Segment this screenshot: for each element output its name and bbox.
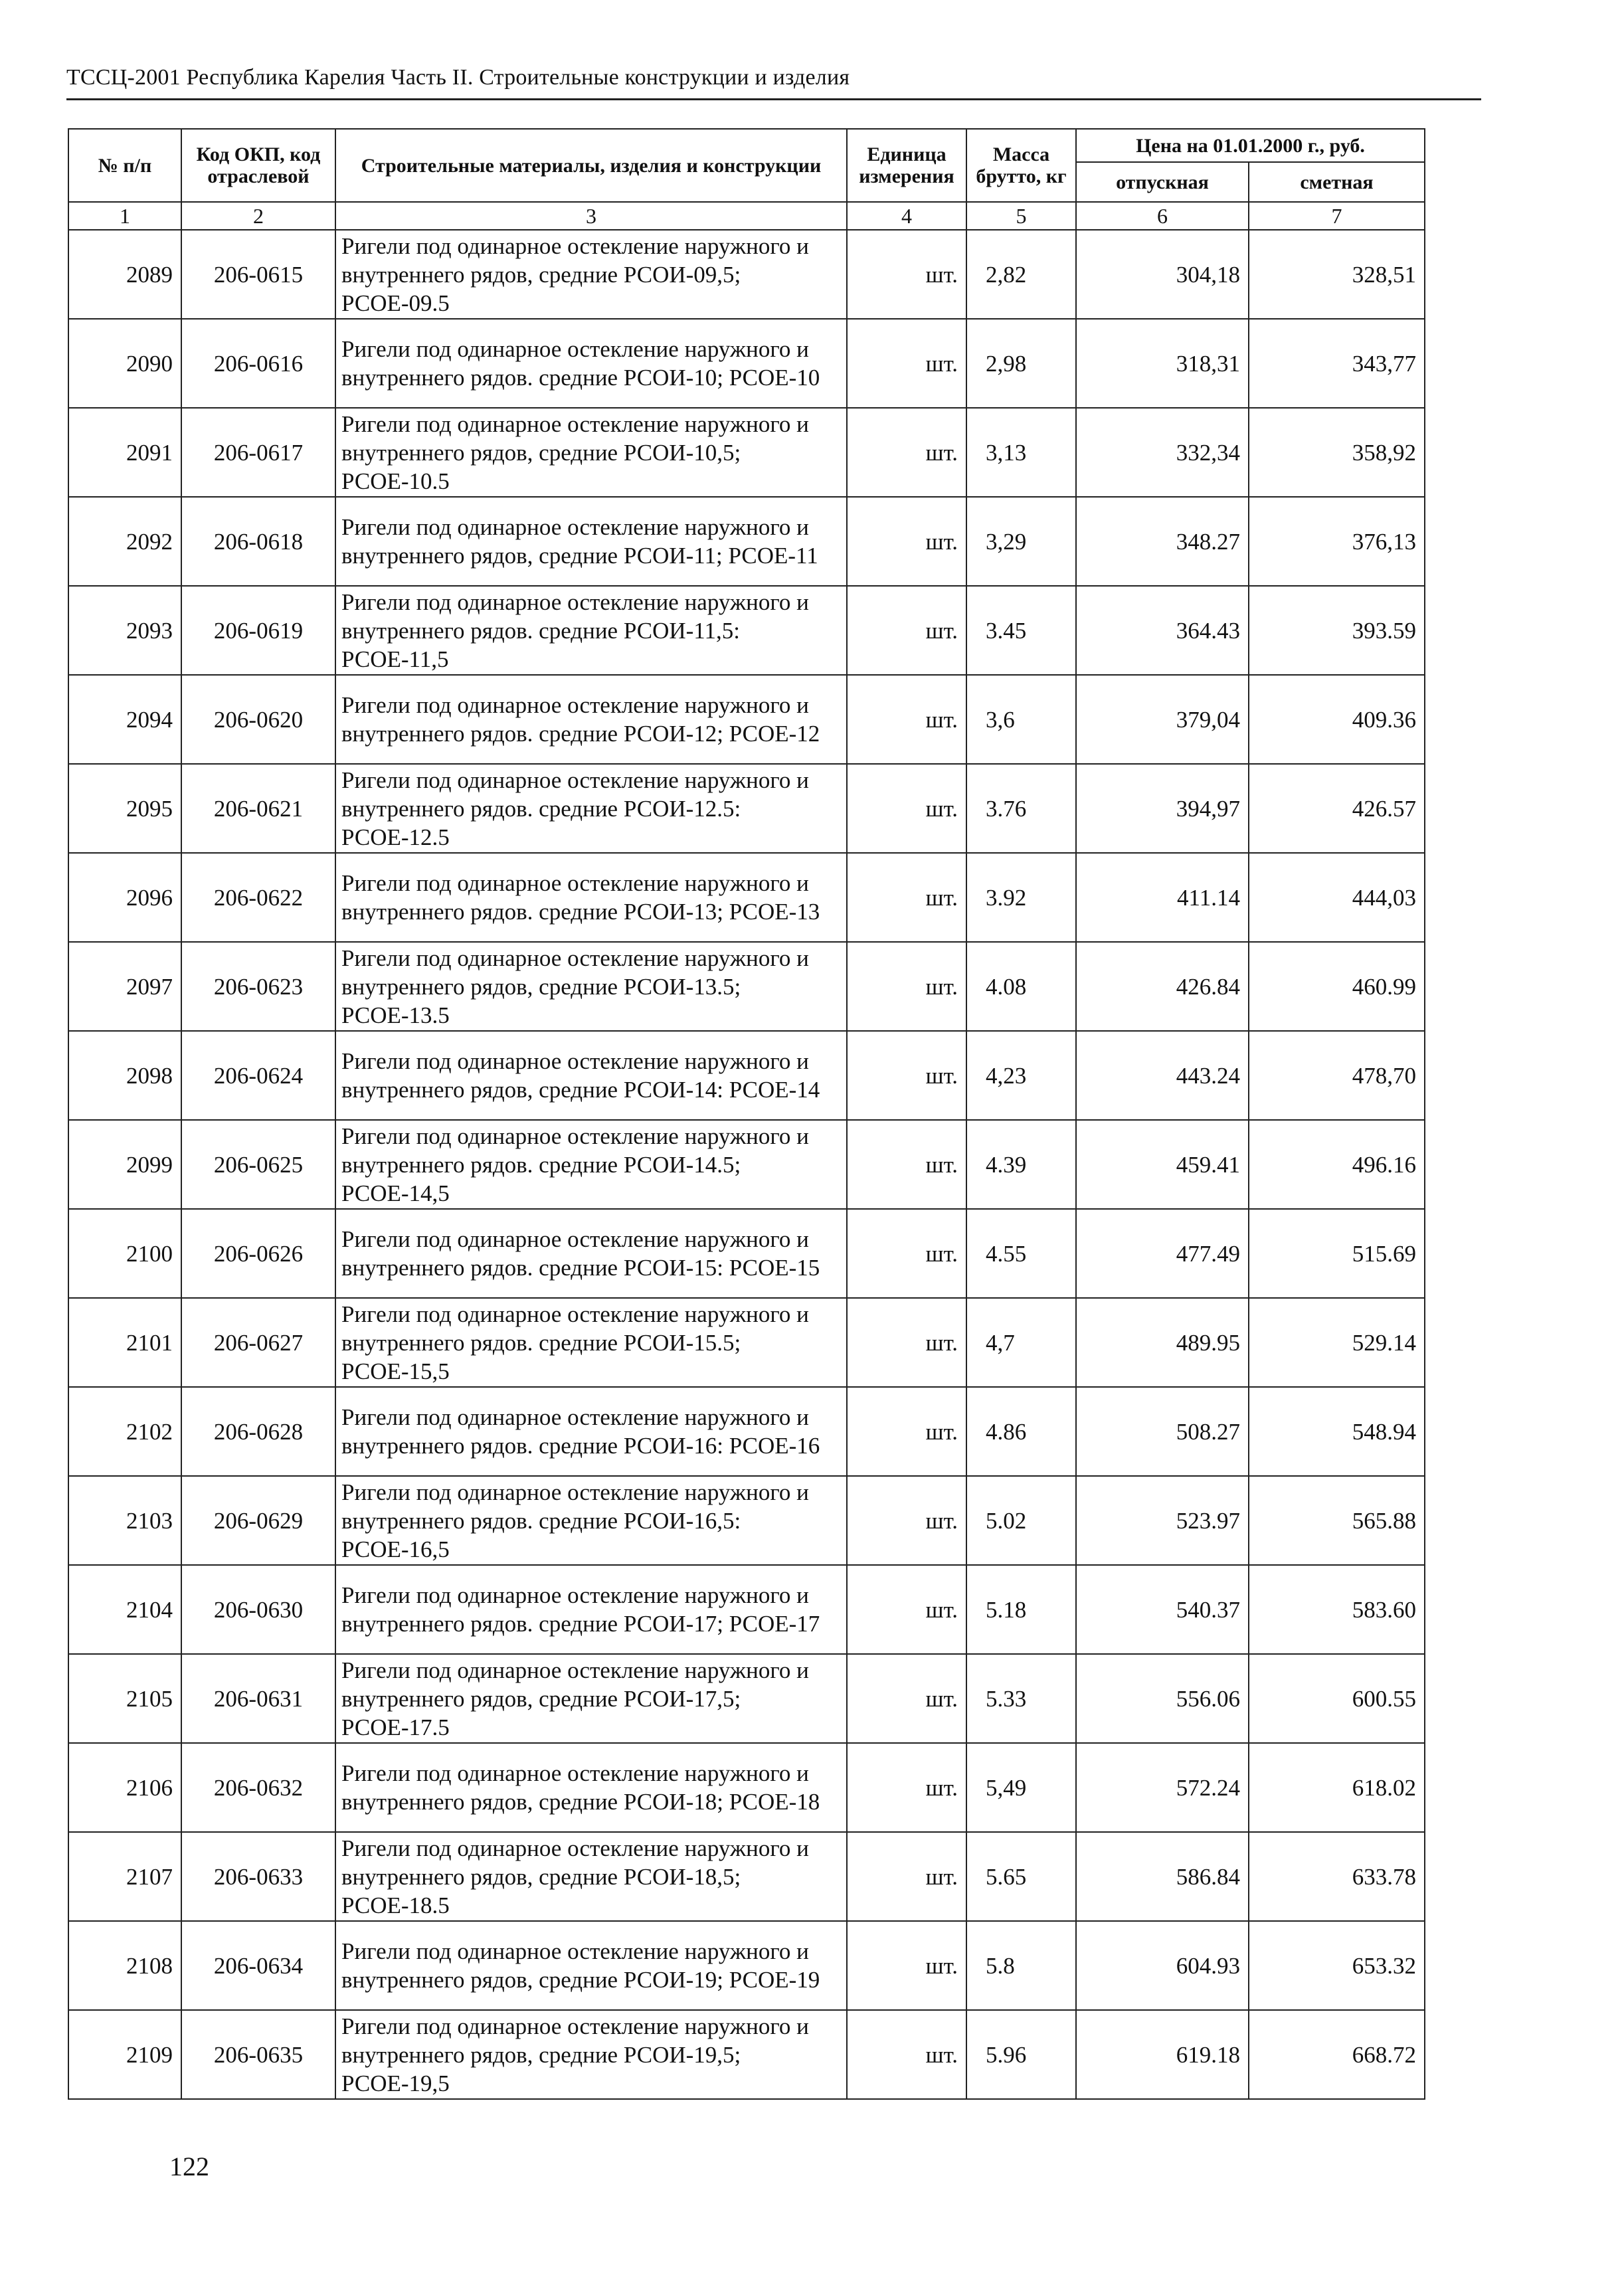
unit: шт. [847, 764, 966, 853]
estimate-price: 358,92 [1249, 408, 1425, 497]
row-number: 2100 [68, 1209, 181, 1298]
table-row [68, 1654, 1425, 1743]
okp-code: 206-0616 [181, 319, 335, 408]
estimate-price: 478,70 [1249, 1031, 1425, 1120]
table-row [68, 1476, 1425, 1565]
item-name: Ригели под одинарное остекление наружного и внутреннего рядов. средние РСОИ-16,5: РСОЕ-16,5 [335, 1476, 847, 1565]
item-name: Ригели под одинарное остекление наружного и внутреннего рядов, средние РСОИ-18; РСОЕ-18 [335, 1743, 847, 1832]
running-head: ТССЦ-2001 Республика Карелия Часть II. Строительные конструкции и изделия [66, 65, 850, 90]
estimate-price: 460.99 [1249, 942, 1425, 1031]
price-table [68, 128, 1425, 2100]
table-row [68, 764, 1425, 853]
row-number: 2102 [68, 1387, 181, 1476]
release-price: 540.37 [1076, 1565, 1249, 1654]
estimate-price: 548.94 [1249, 1387, 1425, 1476]
okp-code: 206-0632 [181, 1743, 335, 1832]
unit: шт. [847, 1476, 966, 1565]
release-price: 426.84 [1076, 942, 1249, 1031]
unit: шт. [847, 1298, 966, 1387]
header-release-price: отпускная [1076, 162, 1249, 202]
release-price: 489.95 [1076, 1298, 1249, 1387]
row-number: 2090 [68, 319, 181, 408]
header-num: № п/п [68, 129, 181, 202]
column-number: 5 [966, 202, 1076, 230]
unit: шт. [847, 853, 966, 942]
estimate-price: 515.69 [1249, 1209, 1425, 1298]
item-name: Ригели под одинарное остекление наружного и внутреннего рядов, средние РСОИ-18,5; РСОЕ-18.5 [335, 1832, 847, 1921]
unit: шт. [847, 1832, 966, 1921]
release-price: 394,97 [1076, 764, 1249, 853]
item-name: Ригели под одинарное остекление наружного и внутреннего рядов, средние РСОИ-19; РСОЕ-19 [335, 1921, 847, 2010]
table-row [68, 1743, 1425, 1832]
item-name: Ригели под одинарное остекление наружного и внутреннего рядов. средние РСОИ-12.5: РСОЕ-12.5 [335, 764, 847, 853]
item-name: Ригели под одинарное остекление наружного и внутреннего рядов, средние РСОИ-11; РСОЕ-11 [335, 497, 847, 586]
table-row [68, 497, 1425, 586]
okp-code: 206-0628 [181, 1387, 335, 1476]
release-price: 619.18 [1076, 2010, 1249, 2099]
gross-mass: 3.76 [966, 764, 1076, 853]
table-row [68, 1120, 1425, 1209]
item-name: Ригели под одинарное остекление наружного и внутреннего рядов. средние РСОИ-15.5; РСОЕ-15,5 [335, 1298, 847, 1387]
estimate-price: 583.60 [1249, 1565, 1425, 1654]
item-name: Ригели под одинарное остекление наружного и внутреннего рядов, средние РСОИ-13.5; РСОЕ-13.5 [335, 942, 847, 1031]
table-row [68, 853, 1425, 942]
column-number: 4 [847, 202, 966, 230]
row-number: 2095 [68, 764, 181, 853]
row-number: 2103 [68, 1476, 181, 1565]
header-mass: Масса брутто, кг [966, 129, 1076, 202]
unit: шт. [847, 408, 966, 497]
gross-mass: 3,13 [966, 408, 1076, 497]
table-row [68, 1031, 1425, 1120]
header-unit: Единица измерения [847, 129, 966, 202]
row-number: 2092 [68, 497, 181, 586]
row-number: 2094 [68, 675, 181, 764]
table-row [68, 675, 1425, 764]
column-number: 3 [335, 202, 847, 230]
row-number: 2106 [68, 1743, 181, 1832]
release-price: 304,18 [1076, 230, 1249, 319]
unit: шт. [847, 586, 966, 675]
okp-code: 206-0626 [181, 1209, 335, 1298]
okp-code: 206-0624 [181, 1031, 335, 1120]
header-estimate-price: сметная [1249, 162, 1425, 202]
gross-mass: 4,7 [966, 1298, 1076, 1387]
row-number: 2089 [68, 230, 181, 319]
unit: шт. [847, 1565, 966, 1654]
row-number: 2096 [68, 853, 181, 942]
item-name: Ригели под одинарное остекление наружного и внутреннего рядов, средние РСОИ-17,5; РСОЕ-17.5 [335, 1654, 847, 1743]
gross-mass: 5.65 [966, 1832, 1076, 1921]
item-name: Ригели под одинарное остекление наружного и внутреннего рядов. средние РСОИ-13; РСОЕ-13 [335, 853, 847, 942]
release-price: 443.24 [1076, 1031, 1249, 1120]
item-name: Ригели под одинарное остекление наружного и внутреннего рядов. средние РСОИ-16: РСОЕ-16 [335, 1387, 847, 1476]
gross-mass: 3,6 [966, 675, 1076, 764]
column-number: 7 [1249, 202, 1425, 230]
estimate-price: 496.16 [1249, 1120, 1425, 1209]
unit: шт. [847, 1209, 966, 1298]
estimate-price: 668.72 [1249, 2010, 1425, 2099]
release-price: 604.93 [1076, 1921, 1249, 2010]
release-price: 556.06 [1076, 1654, 1249, 1743]
release-price: 459.41 [1076, 1120, 1249, 1209]
gross-mass: 5,49 [966, 1743, 1076, 1832]
unit: шт. [847, 319, 966, 408]
column-number: 2 [181, 202, 335, 230]
table-row [68, 1832, 1425, 1921]
table-row [68, 230, 1425, 319]
unit: шт. [847, 1387, 966, 1476]
okp-code: 206-0620 [181, 675, 335, 764]
table-row [68, 408, 1425, 497]
page-number: 122 [169, 2152, 209, 2181]
item-name: Ригели под одинарное остекление наружного и внутреннего рядов. средние РСОИ-11,5: РСОЕ-11,5 [335, 586, 847, 675]
unit: шт. [847, 230, 966, 319]
unit: шт. [847, 497, 966, 586]
estimate-price: 653.32 [1249, 1921, 1425, 2010]
table-row [68, 1209, 1425, 1298]
release-price: 411.14 [1076, 853, 1249, 942]
table-row [68, 1565, 1425, 1654]
unit: шт. [847, 1921, 966, 2010]
release-price: 318,31 [1076, 319, 1249, 408]
header-code: Код ОКП, код отраслевой [181, 129, 335, 202]
okp-code: 206-0631 [181, 1654, 335, 1743]
row-number: 2097 [68, 942, 181, 1031]
table-row [68, 942, 1425, 1031]
gross-mass: 3.92 [966, 853, 1076, 942]
gross-mass: 5.02 [966, 1476, 1076, 1565]
release-price: 572.24 [1076, 1743, 1249, 1832]
gross-mass: 4.39 [966, 1120, 1076, 1209]
gross-mass: 4,23 [966, 1031, 1076, 1120]
okp-code: 206-0635 [181, 2010, 335, 2099]
table-row [68, 319, 1425, 408]
header-name: Строительные материалы, изделия и конструкции [335, 129, 847, 202]
item-name: Ригели под одинарное остекление наружного и внутреннего рядов, средние РСОИ-19,5; РСОЕ-19,5 [335, 2010, 847, 2099]
unit: шт. [847, 2010, 966, 2099]
column-number-row [68, 202, 1425, 230]
table-header [68, 129, 1425, 230]
estimate-price: 618.02 [1249, 1743, 1425, 1832]
header-price: Цена на 01.01.2000 г., руб. [1076, 129, 1425, 162]
okp-code: 206-0627 [181, 1298, 335, 1387]
item-name: Ригели под одинарное остекление наружного и внутреннего рядов, средние РСОИ-14: РСОЕ-14 [335, 1031, 847, 1120]
item-name: Ригели под одинарное остекление наружного и внутреннего рядов. средние РСОИ-17; РСОЕ-17 [335, 1565, 847, 1654]
okp-code: 206-0634 [181, 1921, 335, 2010]
item-name: Ригели под одинарное остекление наружного и внутреннего рядов. средние РСОИ-12; РСОЕ-12 [335, 675, 847, 764]
okp-code: 206-0617 [181, 408, 335, 497]
gross-mass: 5.96 [966, 2010, 1076, 2099]
okp-code: 206-0629 [181, 1476, 335, 1565]
estimate-price: 343,77 [1249, 319, 1425, 408]
estimate-price: 444,03 [1249, 853, 1425, 942]
row-number: 2104 [68, 1565, 181, 1654]
unit: шт. [847, 1031, 966, 1120]
unit: шт. [847, 1654, 966, 1743]
gross-mass: 5.33 [966, 1654, 1076, 1743]
item-name: Ригели под одинарное остекление наружного и внутреннего рядов, средние РСОИ-10,5; РСОЕ-10.5 [335, 408, 847, 497]
estimate-price: 529.14 [1249, 1298, 1425, 1387]
gross-mass: 4.86 [966, 1387, 1076, 1476]
estimate-price: 409.36 [1249, 675, 1425, 764]
release-price: 348.27 [1076, 497, 1249, 586]
release-price: 477.49 [1076, 1209, 1249, 1298]
gross-mass: 3,29 [966, 497, 1076, 586]
okp-code: 206-0615 [181, 230, 335, 319]
row-number: 2109 [68, 2010, 181, 2099]
gross-mass: 4.08 [966, 942, 1076, 1031]
okp-code: 206-0630 [181, 1565, 335, 1654]
release-price: 508.27 [1076, 1387, 1249, 1476]
release-price: 523.97 [1076, 1476, 1249, 1565]
estimate-price: 376,13 [1249, 497, 1425, 586]
table-row [68, 2010, 1425, 2099]
table-row [68, 586, 1425, 675]
row-number: 2107 [68, 1832, 181, 1921]
row-number: 2101 [68, 1298, 181, 1387]
release-price: 364.43 [1076, 586, 1249, 675]
estimate-price: 328,51 [1249, 230, 1425, 319]
row-number: 2108 [68, 1921, 181, 2010]
okp-code: 206-0625 [181, 1120, 335, 1209]
gross-mass: 2,98 [966, 319, 1076, 408]
table-row [68, 1921, 1425, 2010]
gross-mass: 2,82 [966, 230, 1076, 319]
okp-code: 206-0623 [181, 942, 335, 1031]
table-body [68, 230, 1425, 2099]
okp-code: 206-0618 [181, 497, 335, 586]
gross-mass: 4.55 [966, 1209, 1076, 1298]
release-price: 379,04 [1076, 675, 1249, 764]
column-number: 6 [1076, 202, 1249, 230]
release-price: 332,34 [1076, 408, 1249, 497]
okp-code: 206-0619 [181, 586, 335, 675]
item-name: Ригели под одинарное остекление наружного и внутреннего рядов. средние РСОИ-10; РСОЕ-10 [335, 319, 847, 408]
okp-code: 206-0633 [181, 1832, 335, 1921]
item-name: Ригели под одинарное остекление наружного и внутреннего рядов. средние РСОИ-14.5; РСОЕ-14,5 [335, 1120, 847, 1209]
estimate-price: 565.88 [1249, 1476, 1425, 1565]
header-rule [66, 98, 1481, 100]
row-number: 2091 [68, 408, 181, 497]
gross-mass: 3.45 [966, 586, 1076, 675]
release-price: 586.84 [1076, 1832, 1249, 1921]
table-row [68, 1298, 1425, 1387]
column-number: 1 [68, 202, 181, 230]
okp-code: 206-0621 [181, 764, 335, 853]
estimate-price: 393.59 [1249, 586, 1425, 675]
row-number: 2093 [68, 586, 181, 675]
row-number: 2099 [68, 1120, 181, 1209]
gross-mass: 5.18 [966, 1565, 1076, 1654]
unit: шт. [847, 675, 966, 764]
unit: шт. [847, 1743, 966, 1832]
row-number: 2098 [68, 1031, 181, 1120]
estimate-price: 600.55 [1249, 1654, 1425, 1743]
okp-code: 206-0622 [181, 853, 335, 942]
estimate-price: 633.78 [1249, 1832, 1425, 1921]
estimate-price: 426.57 [1249, 764, 1425, 853]
row-number: 2105 [68, 1654, 181, 1743]
item-name: Ригели под одинарное остекление наружного и внутреннего рядов. средние РСОИ-15: РСОЕ-15 [335, 1209, 847, 1298]
item-name: Ригели под одинарное остекление наружного и внутреннего рядов, средние РСОИ-09,5; РСОЕ-09.5 [335, 230, 847, 319]
gross-mass: 5.8 [966, 1921, 1076, 2010]
unit: шт. [847, 1120, 966, 1209]
table-row [68, 1387, 1425, 1476]
unit: шт. [847, 942, 966, 1031]
